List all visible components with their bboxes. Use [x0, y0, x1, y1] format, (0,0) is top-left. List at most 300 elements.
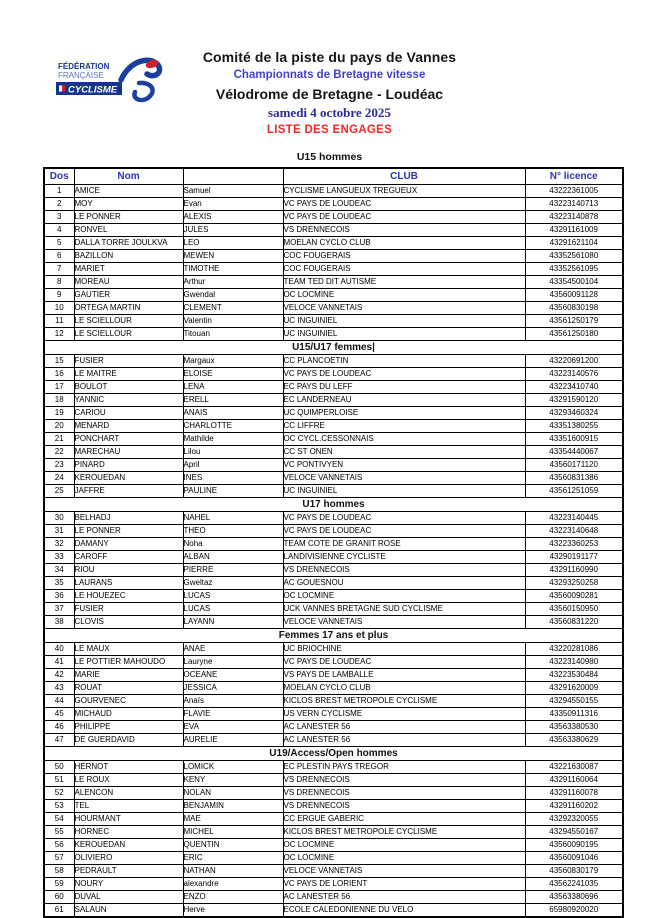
licence-cell: 43560830179: [525, 865, 623, 878]
club-cell: VS DRENNECOIS: [283, 774, 525, 787]
club-cell: VC PAYS DE LOUDEAC: [283, 656, 525, 669]
nom-cell: MARECHAU: [74, 446, 183, 459]
rider-row: [44, 263, 623, 276]
rider-row: [44, 368, 623, 381]
prenom-cell: MEWEN: [183, 250, 283, 263]
nom-cell: NOURY: [74, 878, 183, 891]
club-cell: VS DRENNECOIS: [283, 564, 525, 577]
nom-cell: GOURVENEC: [74, 695, 183, 708]
dos-cell: 5: [44, 237, 74, 250]
nom-cell: CARIOU: [74, 407, 183, 420]
prenom-cell: ELOISE: [183, 368, 283, 381]
nom-cell: DALLA TORRE JOULKVA: [74, 237, 183, 250]
club-cell: VS DRENNECOIS: [283, 800, 525, 813]
club-cell: ECOLE CALEDONIENNE DU VELO: [283, 904, 525, 918]
logo-cyclisme-label: CYCLISME: [68, 84, 118, 96]
prenom-cell: ANAE: [183, 643, 283, 656]
list-title: LISTE DES ENGAGES: [266, 124, 393, 136]
nom-cell: HORNEC: [74, 826, 183, 839]
club-cell: OC LOCMINE: [283, 590, 525, 603]
prenom-cell: alexandre: [183, 878, 283, 891]
nom-cell: LE HOUEZEC: [74, 590, 183, 603]
prenom-cell: AURELIE: [183, 734, 283, 747]
club-cell: OC CYCL.CESSONNAIS: [283, 433, 525, 446]
nom-cell: LE PONNER: [74, 211, 183, 224]
club-cell: VS PAYS DE LAMBALLE: [283, 669, 525, 682]
licence-cell: 43354500104: [525, 276, 623, 289]
nom-cell: RIOU: [74, 564, 183, 577]
club-cell: TEAM COTE DE GRANIT ROSE: [283, 538, 525, 551]
licence-cell: 43223140576: [525, 368, 623, 381]
rider-row: [44, 420, 623, 433]
club-cell: CC PLANCOETIN: [283, 355, 525, 368]
prenom-cell: BENJAMIN: [183, 800, 283, 813]
club-cell: VC PAYS DE LORIENT: [283, 878, 525, 891]
licence-cell: 43352561095: [525, 263, 623, 276]
dos-cell: 2: [44, 198, 74, 211]
rider-row: [44, 485, 623, 498]
rider-row: [44, 695, 623, 708]
rider-row: [44, 761, 623, 774]
nom-cell: BELHADJ: [74, 512, 183, 525]
prenom-cell: Lilou: [183, 446, 283, 459]
licence-cell: 43223140445: [525, 512, 623, 525]
licence-cell: 43291590120: [525, 394, 623, 407]
rider-row: [44, 590, 623, 603]
rider-row: [44, 904, 623, 918]
dos-cell: 43: [44, 682, 74, 695]
nom-cell: BOULOT: [74, 381, 183, 394]
rider-row: [44, 407, 623, 420]
prenom-cell: PIERRE: [183, 564, 283, 577]
prenom-cell: LOMICK: [183, 761, 283, 774]
prenom-cell: Arthur: [183, 276, 283, 289]
prenom-cell: TIMOTHE: [183, 263, 283, 276]
club-cell: AC LANESTER 56: [283, 891, 525, 904]
col-header-licence: N° licence: [525, 168, 623, 185]
nom-cell: OLIVIERO: [74, 852, 183, 865]
licence-cell: 43220691200: [525, 355, 623, 368]
club-cell: VC PAYS DE LOUDEAC: [283, 198, 525, 211]
dos-cell: 59: [44, 878, 74, 891]
rider-row: [44, 459, 623, 472]
nom-cell: DE GUERDAVID: [74, 734, 183, 747]
licence-cell: 43351380255: [525, 420, 623, 433]
rider-row: [44, 852, 623, 865]
dos-cell: 18: [44, 394, 74, 407]
club-cell: MOELAN CYCLO CLUB: [283, 237, 525, 250]
prenom-cell: PAULINE: [183, 485, 283, 498]
club-cell: UCK VANNES BRETAGNE SUD CYCLISME: [283, 603, 525, 616]
licence-cell: 43293460324: [525, 407, 623, 420]
dos-cell: 6: [44, 250, 74, 263]
rider-row: [44, 878, 623, 891]
nom-cell: KEROUEDAN: [74, 839, 183, 852]
licence-cell: 43294550155: [525, 695, 623, 708]
section-row: [44, 341, 623, 355]
engages-table: [43, 167, 624, 918]
licence-cell: 43223140648: [525, 525, 623, 538]
section-row: [44, 498, 623, 512]
prenom-cell: ERELL: [183, 394, 283, 407]
prenom-cell: ENZO: [183, 891, 283, 904]
prenom-cell: Lauryne: [183, 656, 283, 669]
prenom-cell: Noha: [183, 538, 283, 551]
rider-row: [44, 734, 623, 747]
club-cell: UC INGUINIEL: [283, 328, 525, 341]
club-cell: LANDIVISIENNE CYCLISTE: [283, 551, 525, 564]
club-cell: MOELAN CYCLO CLUB: [283, 682, 525, 695]
prenom-cell: Samuel: [183, 185, 283, 198]
prenom-cell: LUCAS: [183, 603, 283, 616]
club-cell: TEAM TED DIT AUTISME: [283, 276, 525, 289]
licence-cell: 43560091046: [525, 852, 623, 865]
licence-cell: 43223140980: [525, 656, 623, 669]
prenom-cell: Gwendal: [183, 289, 283, 302]
nom-cell: BAZILLON: [74, 250, 183, 263]
club-cell: OC LOCMINE: [283, 289, 525, 302]
nom-cell: ROUAT: [74, 682, 183, 695]
dos-cell: 9: [44, 289, 74, 302]
licence-cell: 43294550167: [525, 826, 623, 839]
licence-cell: 43354440067: [525, 446, 623, 459]
club-cell: VELOCE VANNETAIS: [283, 472, 525, 485]
rider-row: [44, 525, 623, 538]
nom-cell: GAUTIER: [74, 289, 183, 302]
nom-cell: HOURMANT: [74, 813, 183, 826]
nom-cell: MARIET: [74, 263, 183, 276]
prenom-cell: Valentin: [183, 315, 283, 328]
dos-cell: 38: [44, 616, 74, 629]
prenom-cell: LEO: [183, 237, 283, 250]
dos-cell: 24: [44, 472, 74, 485]
licence-cell: 43560830198: [525, 302, 623, 315]
prenom-cell: Evan: [183, 198, 283, 211]
licence-cell: 43223410740: [525, 381, 623, 394]
nom-cell: JAFFRE: [74, 485, 183, 498]
licence-cell: 43222361005: [525, 185, 623, 198]
prenom-cell: NATHAN: [183, 865, 283, 878]
licence-cell: 43291160990: [525, 564, 623, 577]
club-cell: VS DRENNECOIS: [283, 224, 525, 237]
licence-cell: 43560091128: [525, 289, 623, 302]
licence-cell: 43562241035: [525, 878, 623, 891]
dos-cell: 61: [44, 904, 74, 918]
dos-cell: 30: [44, 512, 74, 525]
licence-cell: 43350911316: [525, 708, 623, 721]
nom-cell: LE SCIELLOUR: [74, 315, 183, 328]
rider-row: [44, 328, 623, 341]
prenom-cell: Titouan: [183, 328, 283, 341]
section-title: U19/Access/Open hommes: [44, 747, 623, 761]
rider-row: [44, 446, 623, 459]
club-cell: CC LIFFRE: [283, 420, 525, 433]
section-row: [44, 629, 623, 643]
nom-cell: FUSIER: [74, 355, 183, 368]
nom-cell: PINARD: [74, 459, 183, 472]
club-cell: AC LANESTER 56: [283, 734, 525, 747]
section-title: U15/U17 femmes|: [44, 341, 623, 355]
dos-cell: 53: [44, 800, 74, 813]
dos-cell: 3: [44, 211, 74, 224]
licence-cell: 43220281086: [525, 643, 623, 656]
section-title: U17 hommes: [44, 498, 623, 512]
licence-cell: 43352561080: [525, 250, 623, 263]
nom-cell: FUSIER: [74, 603, 183, 616]
table-section-title: U15 hommes: [296, 151, 363, 163]
club-cell: US VERN CYCLISME: [283, 708, 525, 721]
licence-cell: 43561251059: [525, 485, 623, 498]
nom-cell: CLOVIS: [74, 616, 183, 629]
prenom-cell: Margaux: [183, 355, 283, 368]
rider-row: [44, 891, 623, 904]
dos-cell: 23: [44, 459, 74, 472]
dos-cell: 1: [44, 185, 74, 198]
dos-cell: 17: [44, 381, 74, 394]
dos-cell: 60: [44, 891, 74, 904]
prenom-cell: MICHEL: [183, 826, 283, 839]
prenom-cell: THEO: [183, 525, 283, 538]
rider-row: [44, 538, 623, 551]
licence-cell: 43560150950: [525, 603, 623, 616]
table-header-row: [44, 168, 623, 185]
dos-cell: 45: [44, 708, 74, 721]
club-cell: EC LANDERNEAU: [283, 394, 525, 407]
nom-cell: HERNOT: [74, 761, 183, 774]
nom-cell: PHILIPPE: [74, 721, 183, 734]
club-cell: CC ST ONEN: [283, 446, 525, 459]
dos-cell: 7: [44, 263, 74, 276]
club-cell: OC LOCMINE: [283, 852, 525, 865]
prenom-cell: LAYANN: [183, 616, 283, 629]
club-cell: COC FOUGERAIS: [283, 263, 525, 276]
licence-cell: 43223530484: [525, 669, 623, 682]
nom-cell: LE POTTIER MAHOUDO: [74, 656, 183, 669]
club-cell: CYCLISME LANGUEUX TREGUEUX: [283, 185, 525, 198]
dos-cell: 32: [44, 538, 74, 551]
nom-cell: ORTEGA MARTIN: [74, 302, 183, 315]
dos-cell: 57: [44, 852, 74, 865]
rider-row: [44, 708, 623, 721]
rider-row: [44, 224, 623, 237]
rider-row: [44, 237, 623, 250]
event-subtitle: Championnats de Bretagne vitesse: [233, 69, 426, 81]
rider-row: [44, 433, 623, 446]
dos-cell: 34: [44, 564, 74, 577]
licence-cell: 43293250258: [525, 577, 623, 590]
dos-cell: 31: [44, 525, 74, 538]
prenom-cell: ERIC: [183, 852, 283, 865]
nom-cell: RONVEL: [74, 224, 183, 237]
page-title: Comité de la piste du pays de Vannes: [202, 49, 457, 65]
dos-cell: 47: [44, 734, 74, 747]
dos-cell: 46: [44, 721, 74, 734]
rider-row: [44, 355, 623, 368]
nom-cell: PEDRAULT: [74, 865, 183, 878]
dos-cell: 33: [44, 551, 74, 564]
dos-cell: 20: [44, 420, 74, 433]
prenom-cell: KENY: [183, 774, 283, 787]
club-cell: VC PAYS DE LOUDEAC: [283, 368, 525, 381]
licence-cell: 43560090195: [525, 839, 623, 852]
rider-row: [44, 787, 623, 800]
dos-cell: 44: [44, 695, 74, 708]
rider-row: [44, 839, 623, 852]
nom-cell: LE PONNER: [74, 525, 183, 538]
club-cell: KICLOS BREST METROPOLE CYCLISME: [283, 695, 525, 708]
rider-row: [44, 643, 623, 656]
section-row: [44, 747, 623, 761]
dos-cell: 37: [44, 603, 74, 616]
licence-cell: 43221630087: [525, 761, 623, 774]
prenom-cell: MAE: [183, 813, 283, 826]
licence-cell: 43223140713: [525, 198, 623, 211]
nom-cell: SALAUN: [74, 904, 183, 918]
prenom-cell: CLEMENT: [183, 302, 283, 315]
prenom-cell: ALBAN: [183, 551, 283, 564]
rider-row: [44, 276, 623, 289]
nom-cell: MOY: [74, 198, 183, 211]
prenom-cell: April: [183, 459, 283, 472]
dos-cell: 55: [44, 826, 74, 839]
nom-cell: LAURANS: [74, 577, 183, 590]
rider-row: [44, 721, 623, 734]
logo-federation-line1: FÉDÉRATION: [58, 62, 110, 71]
logo-federation-line2: FRANÇAISE: [58, 71, 104, 80]
club-cell: OC LOCMINE: [283, 839, 525, 852]
licence-cell: 43563380696: [525, 891, 623, 904]
club-cell: VC PAYS DE LOUDEAC: [283, 512, 525, 525]
dos-cell: 51: [44, 774, 74, 787]
nom-cell: DAMANY: [74, 538, 183, 551]
prenom-cell: NOLAN: [183, 787, 283, 800]
nom-cell: AMICE: [74, 185, 183, 198]
licence-cell: 43560831386: [525, 472, 623, 485]
nom-cell: ALENCON: [74, 787, 183, 800]
club-cell: UC BRIOCHINE: [283, 643, 525, 656]
nom-cell: KEROUEDAN: [74, 472, 183, 485]
dos-cell: 41: [44, 656, 74, 669]
licence-cell: 43291161009: [525, 224, 623, 237]
rider-row: [44, 250, 623, 263]
licence-cell: 43561250179: [525, 315, 623, 328]
col-header-dos: Dos: [44, 168, 74, 185]
licence-cell: 43223140878: [525, 211, 623, 224]
club-cell: VELOCE VANNETAIS: [283, 616, 525, 629]
dos-cell: 21: [44, 433, 74, 446]
licence-cell: 43291160064: [525, 774, 623, 787]
nom-cell: MICHAUD: [74, 708, 183, 721]
prenom-cell: ALEXIS: [183, 211, 283, 224]
prenom-cell: OCEANE: [183, 669, 283, 682]
licence-cell: 43560171120: [525, 459, 623, 472]
dos-cell: 42: [44, 669, 74, 682]
rider-row: [44, 472, 623, 485]
club-cell: COC FOUGERAIS: [283, 250, 525, 263]
nom-cell: MENARD: [74, 420, 183, 433]
prenom-cell: EVA: [183, 721, 283, 734]
rider-row: [44, 826, 623, 839]
rider-row: [44, 603, 623, 616]
licence-cell: 43351600915: [525, 433, 623, 446]
dos-cell: 12: [44, 328, 74, 341]
licence-cell: 43291160202: [525, 800, 623, 813]
nom-cell: MOREAU: [74, 276, 183, 289]
dos-cell: 56: [44, 839, 74, 852]
club-cell: UC QUIMPERLOISE: [283, 407, 525, 420]
rider-row: [44, 302, 623, 315]
licence-cell: 43291160078: [525, 787, 623, 800]
rider-row: [44, 865, 623, 878]
prenom-cell: Herve: [183, 904, 283, 918]
rider-row: [44, 577, 623, 590]
nom-cell: TEL: [74, 800, 183, 813]
prenom-cell: FLAVIE: [183, 708, 283, 721]
licence-cell: 43290191177: [525, 551, 623, 564]
nom-cell: LE ROUX: [74, 774, 183, 787]
dos-cell: 10: [44, 302, 74, 315]
nom-cell: CAROFF: [74, 551, 183, 564]
nom-cell: PONCHART: [74, 433, 183, 446]
rider-row: [44, 289, 623, 302]
rider-row: [44, 774, 623, 787]
nom-cell: MARIE: [74, 669, 183, 682]
prenom-cell: ANAIS: [183, 407, 283, 420]
col-header-prenom: [183, 168, 283, 185]
dos-cell: 35: [44, 577, 74, 590]
club-cell: VC PONTIVYEN: [283, 459, 525, 472]
dos-cell: 54: [44, 813, 74, 826]
prenom-cell: NAHEL: [183, 512, 283, 525]
nom-cell: LE SCIELLOUR: [74, 328, 183, 341]
col-header-nom: Nom: [74, 168, 183, 185]
club-cell: KICLOS BREST METROPOLE CYCLISME: [283, 826, 525, 839]
dos-cell: 25: [44, 485, 74, 498]
rider-row: [44, 551, 623, 564]
col-header-club: CLUB: [283, 168, 525, 185]
prenom-cell: LENA: [183, 381, 283, 394]
club-cell: EC PAYS DU LEFF: [283, 381, 525, 394]
rider-row: [44, 185, 623, 198]
licence-cell: 43563380629: [525, 734, 623, 747]
dos-cell: 4: [44, 224, 74, 237]
club-cell: UC INGUINIEL: [283, 485, 525, 498]
prenom-cell: CHARLOTTE: [183, 420, 283, 433]
licence-cell: 43560090281: [525, 590, 623, 603]
club-cell: CC ERGUE GABERIC: [283, 813, 525, 826]
club-cell: VC PAYS DE LOUDEAC: [283, 525, 525, 538]
rider-row: [44, 800, 623, 813]
club-cell: EC PLESTIN PAYS TREGOR: [283, 761, 525, 774]
club-cell: VS DRENNECOIS: [283, 787, 525, 800]
dos-cell: 52: [44, 787, 74, 800]
rider-row: [44, 198, 623, 211]
dos-cell: 15: [44, 355, 74, 368]
rider-row: [44, 381, 623, 394]
club-cell: VC PAYS DE LOUDEAC: [283, 211, 525, 224]
nom-cell: LE MAUX: [74, 643, 183, 656]
licence-cell: 43560831220: [525, 616, 623, 629]
licence-cell: 43292320055: [525, 813, 623, 826]
prenom-cell: LUCAS: [183, 590, 283, 603]
club-cell: AC GOUESNOU: [283, 577, 525, 590]
dos-cell: 36: [44, 590, 74, 603]
rider-row: [44, 394, 623, 407]
rider-row: [44, 512, 623, 525]
rider-row: [44, 211, 623, 224]
dos-cell: 40: [44, 643, 74, 656]
rider-row: [44, 315, 623, 328]
